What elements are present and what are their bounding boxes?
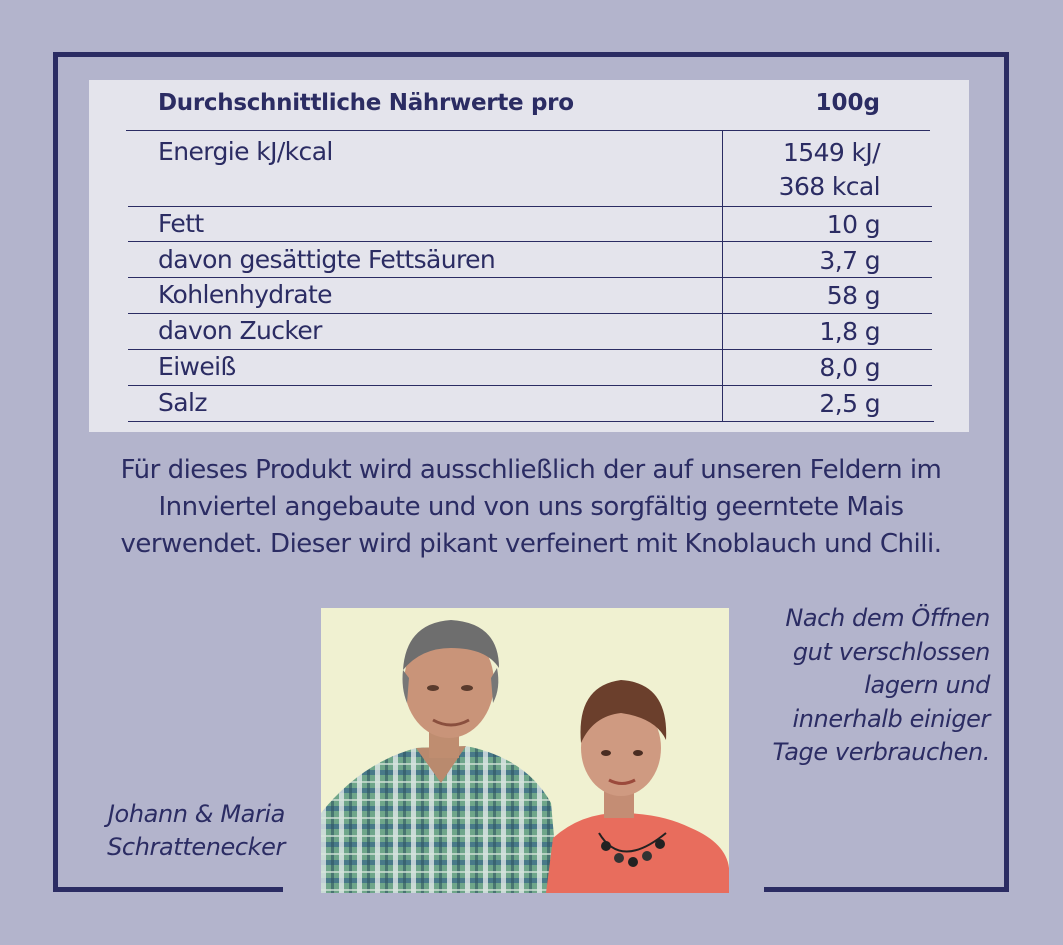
row-label-salt: Salz bbox=[158, 388, 207, 417]
producer-names bbox=[70, 798, 285, 864]
nutrition-header-label: Durchschnittliche Nährwerte pro bbox=[158, 90, 574, 116]
description-line: verwendet. Dieser wird pikant verfeinert mit Knoblauch und Chili. bbox=[120, 529, 942, 559]
row-label-saturated-fat: davon gesättigte Fettsäuren bbox=[158, 245, 496, 274]
nutrition-header-value: 100g bbox=[815, 90, 880, 116]
row-label-carbohydrates: Kohlenhydrate bbox=[158, 280, 332, 309]
frame-left-border bbox=[53, 52, 58, 892]
row-label-fat: Fett bbox=[158, 209, 204, 238]
table-divider bbox=[128, 385, 932, 386]
description-line: Für dieses Produkt wird ausschließlich der auf unseren Feldern im bbox=[120, 455, 942, 485]
row-label-protein: Eiweiß bbox=[158, 352, 236, 381]
storage-note bbox=[740, 602, 990, 770]
storage-note-line: Tage verbrauchen. bbox=[772, 738, 990, 766]
producer-names-line: Schrattenecker bbox=[107, 833, 285, 861]
row-value-protein: 8,0 g bbox=[819, 353, 880, 382]
row-label-energy: Energie kJ/kcal bbox=[158, 137, 333, 166]
storage-note-line: gut verschlossen bbox=[792, 637, 990, 666]
frame-right-border bbox=[1004, 52, 1009, 892]
frame-top-border bbox=[53, 52, 1009, 57]
frame-bottom-right-border bbox=[764, 887, 1009, 892]
row-value-salt: 2,5 g bbox=[819, 389, 880, 418]
table-divider bbox=[126, 130, 930, 131]
producers-photo-illustration bbox=[321, 608, 729, 893]
row-value-energy-kj: 1549 kJ/ bbox=[782, 138, 880, 167]
row-value-energy-kcal: 368 kcal bbox=[778, 172, 880, 201]
row-value-saturated-fat: 3,7 g bbox=[819, 246, 880, 275]
row-value-sugar: 1,8 g bbox=[819, 317, 880, 346]
description-line: Innviertel angebaute und von uns sorgfältig geerntete Mais bbox=[158, 492, 904, 522]
table-column-divider bbox=[722, 130, 723, 421]
table-divider bbox=[128, 421, 934, 422]
frame-bottom-left-border bbox=[53, 887, 283, 892]
producers-photo bbox=[321, 608, 729, 893]
row-value-fat: 10 g bbox=[826, 210, 880, 239]
table-divider bbox=[128, 349, 932, 350]
table-divider bbox=[128, 313, 932, 314]
product-description bbox=[70, 452, 992, 563]
storage-note-line: innerhalb einiger bbox=[792, 704, 990, 733]
row-label-sugar: davon Zucker bbox=[158, 316, 322, 345]
storage-note-line: Nach dem Öffnen bbox=[785, 604, 990, 632]
storage-note-line: lagern und bbox=[864, 671, 990, 699]
producer-names-line: Johann & Maria bbox=[107, 800, 285, 828]
table-divider bbox=[128, 206, 932, 207]
row-value-carbohydrates: 58 g bbox=[826, 281, 880, 310]
